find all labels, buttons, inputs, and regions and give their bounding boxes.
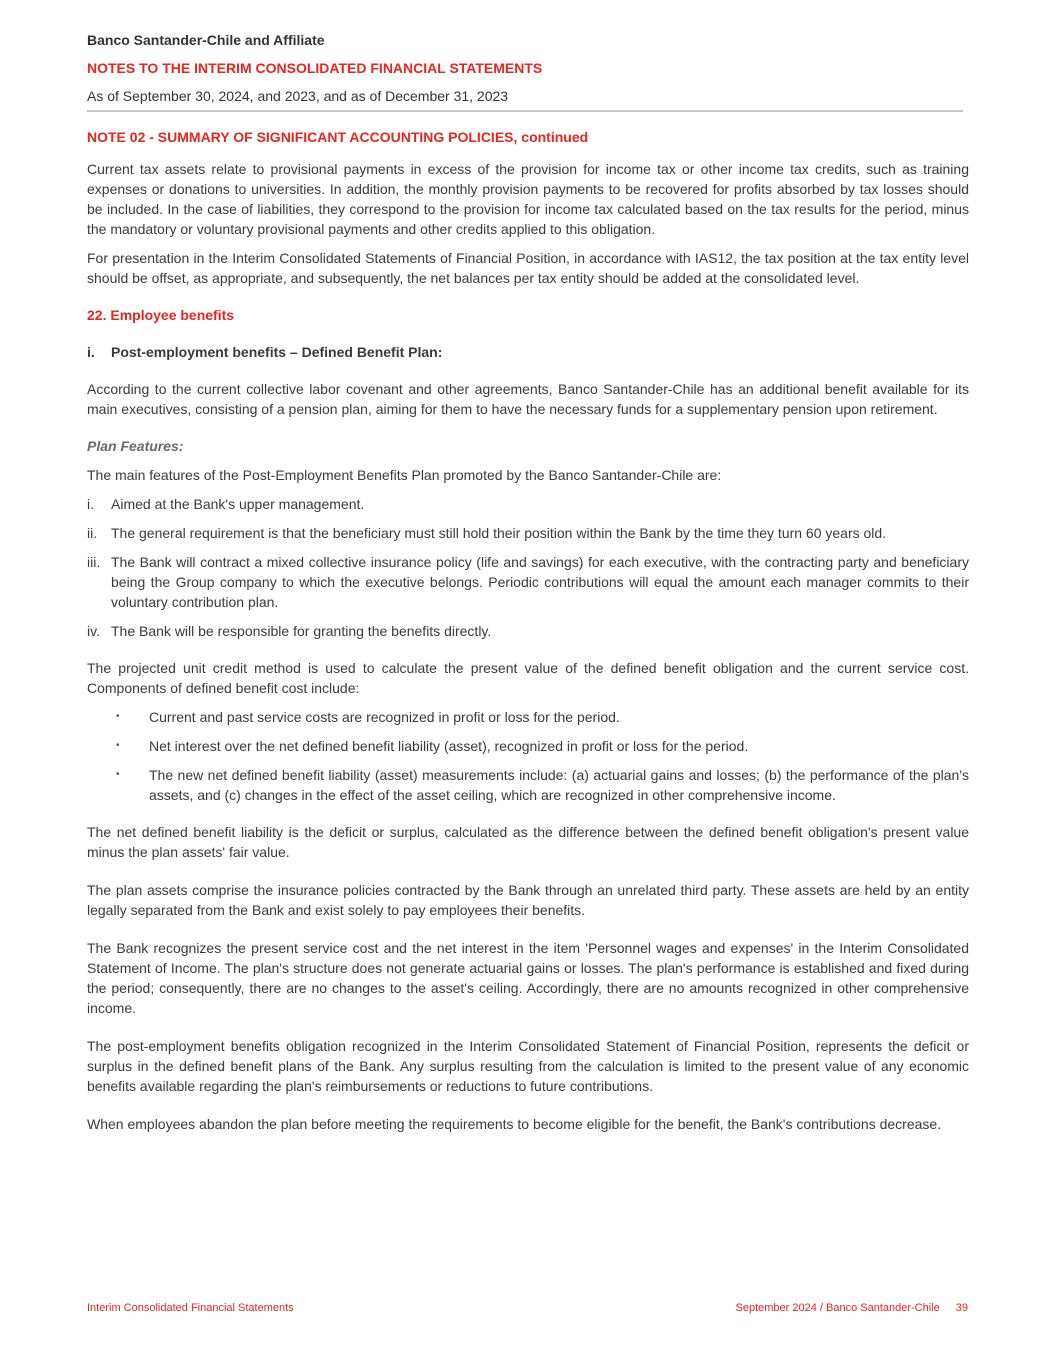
bullet-icon: • bbox=[116, 711, 120, 722]
list-item bbox=[87, 552, 969, 612]
header-divider bbox=[87, 110, 963, 112]
bullet-icon: • bbox=[116, 769, 120, 780]
footer-right bbox=[736, 1302, 969, 1314]
page-content bbox=[87, 30, 969, 1134]
list-item-number: iii. bbox=[87, 554, 101, 570]
bullet-text: The new net defined benefit liability (asset) measurements include: (a) actuarial gains and losses; (b) the performance of the plan's assets, and (c) changes in the effect of the asset ceiling, which are recognized in other comprehensive income. bbox=[149, 767, 969, 803]
bullet-item bbox=[87, 736, 969, 756]
list-item bbox=[87, 523, 969, 543]
bullet-text: Current and past service costs are recognized in profit or loss for the period. bbox=[149, 709, 620, 725]
footer-period: September 2024 / Banco Santander-Chile bbox=[735, 1302, 940, 1314]
page-number: 39 bbox=[955, 1302, 968, 1314]
plan-intro-paragraph: According to the current collective labor covenant and other agreements, Banco Santander-Chile has an additional benefit available for its main executives, consisting of a pension plan, aiming for them to have the necessary funds for a supplementary pension upon retirement. bbox=[87, 381, 969, 417]
note-title: NOTE 02 - SUMMARY OF SIGNIFICANT ACCOUNTING POLICIES, continued bbox=[87, 129, 589, 145]
list-item-number: i. bbox=[87, 496, 94, 512]
presentation-paragraph: For presentation in the Interim Consolidated Statements of Financial Position, in accordance with IAS12, the tax position at the tax entity level should be offset, as appropriate, and subsequently, the net balances per tax entity should be added at the consolidated level. bbox=[87, 250, 969, 286]
section-22-title: 22. Employee benefits bbox=[87, 307, 235, 323]
features-intro: The main features of the Post-Employment Benefits Plan promoted by the Banco Santander-Chile are: bbox=[87, 467, 722, 483]
plan-assets-paragraph: The plan assets comprise the insurance policies contracted by the Bank through an unrelated third party. These assets are held by an entity legally separated from the Bank and exist solely to pay employees their benefits. bbox=[87, 882, 969, 918]
list-item-number: iv. bbox=[87, 623, 100, 639]
subsection-title: Post-employment benefits – Defined Benefit Plan: bbox=[111, 344, 443, 360]
footer-document-title: Interim Consolidated Financial Statements bbox=[87, 1302, 294, 1314]
tax-assets-paragraph: Current tax assets relate to provisional payments in excess of the provision for income tax or other income tax credits, such as training expenses or donations to universities. In addition, the monthly provision payments to be recovered for profits absorbed by tax losses should be included. In the case of liabilities, they correspond to the provision for income tax calculated based on the tax results for the period, minus the mandatory or voluntary provisional payments and other credits applied to this obligation. bbox=[87, 161, 969, 237]
method-paragraph: The projected unit credit method is used to calculate the present value of the defined benefit obligation and the current service cost. Components of defined benefit cost include: bbox=[87, 660, 969, 696]
bullet-text: Net interest over the net defined benefit liability (asset), recognized in profit or loss for the period. bbox=[149, 738, 749, 754]
list-item bbox=[87, 621, 969, 641]
plan-features-label: Plan Features: bbox=[87, 438, 184, 454]
bullet-item bbox=[87, 707, 969, 727]
company-name: Banco Santander-Chile and Affiliate bbox=[87, 32, 325, 48]
list-item-text: The general requirement is that the beneficiary must still hold their position within the Bank by the time they turn 60 years old. bbox=[111, 525, 887, 541]
notes-title: NOTES TO THE INTERIM CONSOLIDATED FINANCIAL STATEMENTS bbox=[87, 60, 543, 76]
list-item bbox=[87, 494, 969, 514]
list-item-text: The Bank will be responsible for granting the benefits directly. bbox=[111, 623, 492, 639]
obligation-paragraph: The post-employment benefits obligation recognized in the Interim Consolidated Statement of Financial Position, represents the deficit or surplus in the defined benefit plans of the Bank. Any surplus resulting from the calculation is limited to the present value of any economic benefits available regarding the plan's reimbursements or reductions to future contributions. bbox=[87, 1038, 969, 1094]
recognition-paragraph: The Bank recognizes the present service cost and the net interest in the item 'Personnel wages and expenses' in the Interim Consolidated Statement of Income. The plan's structure does not generate actuarial gains or losses. The plan's performance is established and fixed during the period; consequently, there are no changes to the asset's ceiling. Accordingly, there are no amounts recognized in other comprehensive income. bbox=[87, 940, 969, 1016]
list-item-number: ii. bbox=[87, 525, 98, 541]
list-item-text: Aimed at the Bank's upper management. bbox=[111, 496, 365, 512]
list-item-text: The Bank will contract a mixed collective insurance policy (life and savings) for each executive, with the contracting party and beneficiary being the Group company to which the executive belongs. Periodic contributions will equal the amount each manager commits to their voluntary contribution plan. bbox=[111, 554, 969, 610]
as-of-date: As of September 30, 2024, and 2023, and as of December 31, 2023 bbox=[87, 88, 509, 104]
liability-paragraph: The net defined benefit liability is the deficit or surplus, calculated as the difference between the defined benefit obligation's present value minus the plan assets' fair value. bbox=[87, 824, 969, 860]
subsection-heading bbox=[87, 342, 969, 362]
subsection-number: i. bbox=[87, 344, 95, 360]
abandon-paragraph: When employees abandon the plan before meeting the requirements to become eligible for the benefit, the Bank's contributions decrease. bbox=[87, 1116, 942, 1132]
bullet-icon: • bbox=[116, 740, 120, 751]
bullet-item bbox=[87, 765, 969, 805]
